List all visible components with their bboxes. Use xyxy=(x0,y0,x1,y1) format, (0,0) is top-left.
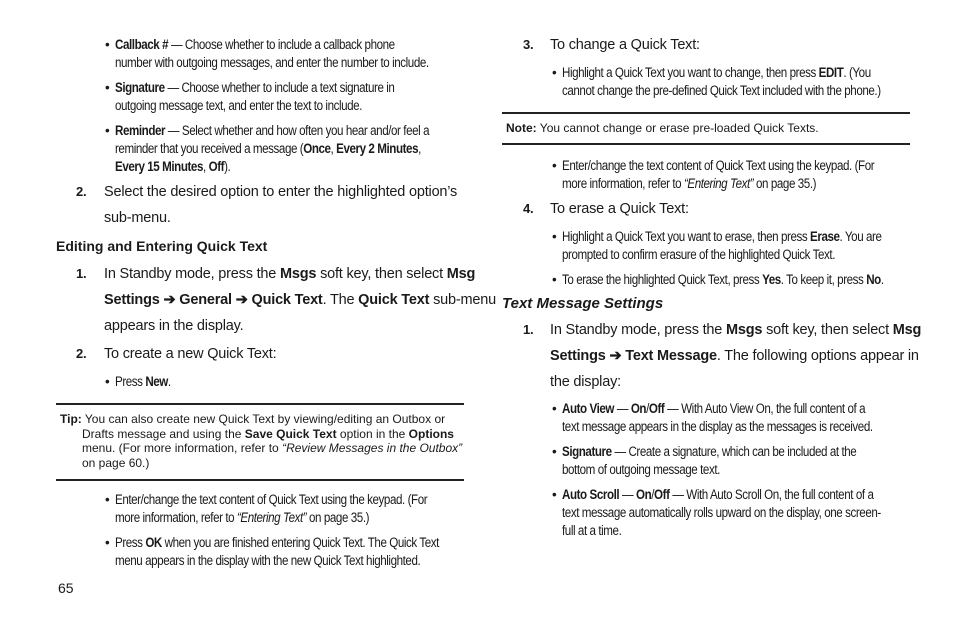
page-number: 65 xyxy=(58,580,74,596)
note-label: Note: xyxy=(506,121,537,135)
bullet-dot: • xyxy=(552,444,557,459)
tip-label: Tip: xyxy=(60,412,82,426)
bullet-dot: • xyxy=(105,80,110,95)
bullet-dot: • xyxy=(105,492,110,507)
bullet-dot: • xyxy=(552,229,557,244)
arrow-icon: ➔ xyxy=(609,348,622,364)
arrow-icon: ➔ xyxy=(163,292,176,308)
term-reminder: Reminder xyxy=(115,123,166,138)
note-top-rule xyxy=(502,112,910,114)
bullet-dot: • xyxy=(552,158,557,173)
section-heading-quick-text: Editing and Entering Quick Text xyxy=(56,238,268,254)
bullet-dot: • xyxy=(105,37,110,52)
tip-bottom-rule xyxy=(56,479,464,481)
section-heading-text-message-settings: Text Message Settings xyxy=(502,295,664,312)
bullet-dot: • xyxy=(552,487,557,502)
term-signature: Signature xyxy=(115,80,165,95)
tip-top-rule xyxy=(56,403,464,405)
bullet-dot: • xyxy=(552,65,557,80)
term-callback: Callback # xyxy=(115,37,169,52)
arrow-icon: ➔ xyxy=(235,292,248,308)
bullet-dot: • xyxy=(552,272,557,287)
bullet-dot: • xyxy=(552,401,557,416)
bullet-dot: • xyxy=(105,374,110,389)
tip-box: Tip: You can also create new Quick Text by viewing/editing an Outbox or Drafts message and using the Save Quick Text option in the Options menu. (For more information, refer to “Review Messages in the Outbox” on page 60.) xyxy=(60,412,463,470)
note-box: Note: You cannot change or erase pre-loaded Quick Texts. xyxy=(506,121,819,135)
bullet-dot: • xyxy=(105,123,110,138)
note-bottom-rule xyxy=(502,143,910,145)
bullet-dot: • xyxy=(105,535,110,550)
